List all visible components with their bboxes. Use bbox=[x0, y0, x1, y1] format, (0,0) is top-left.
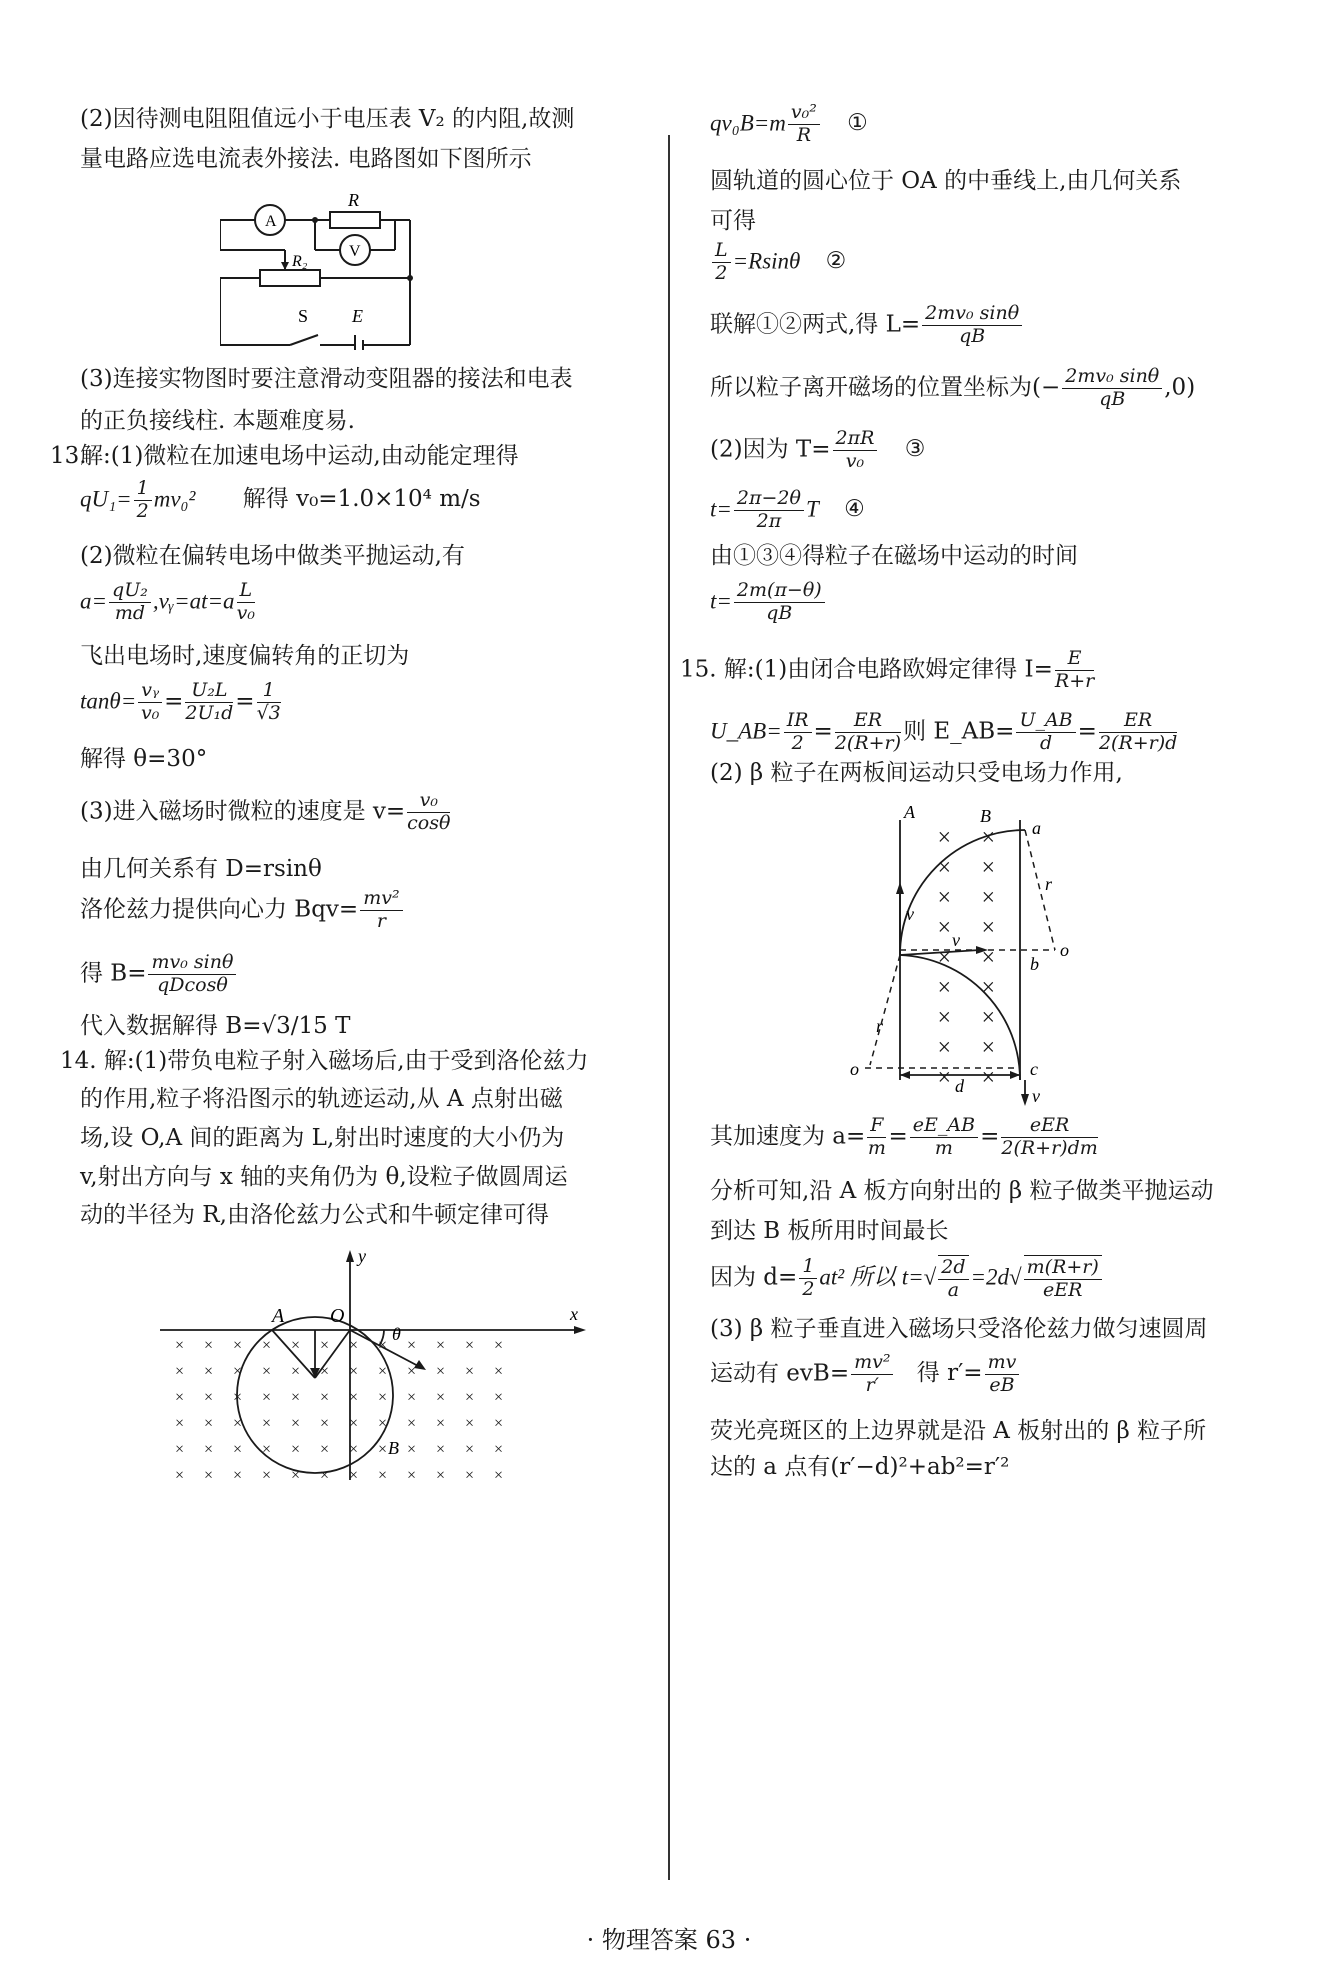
field-cross-mark: × bbox=[406, 1441, 417, 1458]
field-cross-mark: × bbox=[232, 1363, 243, 1380]
q13-line5: (3)进入磁场时微粒的速度是 v= $\frac{\text{v₀}}{\cos\theta}$ bbox=[80, 789, 451, 834]
point-c-label: c bbox=[1030, 1059, 1038, 1079]
circuit-diagram bbox=[220, 190, 550, 350]
field-cross-mark: × bbox=[435, 1337, 446, 1354]
y-axis-label: y bbox=[358, 1250, 366, 1266]
field-cross-mark: × bbox=[493, 1389, 504, 1406]
q14-figure bbox=[160, 1250, 620, 1490]
q13-line1: 解:(1)微粒在加速电场中运动,由动能定理得 bbox=[80, 443, 519, 469]
field-cross-mark: × bbox=[435, 1389, 446, 1406]
point-a-label: a bbox=[1032, 818, 1041, 838]
q14-line4: v,射出方向与 x 轴的夹角仍为 θ,设粒子做圆周运 bbox=[80, 1164, 568, 1190]
field-cross-mark: × bbox=[203, 1441, 214, 1458]
field-cross-mark: × bbox=[464, 1337, 475, 1354]
field-cross-mark: × bbox=[493, 1415, 504, 1432]
field-cross-mark: × bbox=[980, 825, 997, 851]
r-eq1: qv₀B=m $\frac{\text{v₀²}}{R}$ ① bbox=[710, 101, 868, 146]
p3-line1: (3)连接实物图时要注意滑动变阻器的接法和电表 bbox=[80, 366, 573, 392]
point-a-label: A bbox=[272, 1305, 285, 1327]
field-cross-mark: × bbox=[464, 1467, 475, 1484]
field-cross-mark: × bbox=[203, 1389, 214, 1406]
q15-line10: 达的 a 点有(r′−d)²+ab²=r′² bbox=[710, 1454, 1010, 1480]
field-cross-mark: × bbox=[980, 1065, 997, 1091]
field-cross-mark: × bbox=[174, 1415, 185, 1432]
field-cross-mark: × bbox=[290, 1337, 301, 1354]
q15-line9: 荧光亮斑区的上边界就是沿 A 板射出的 β 粒子所 bbox=[710, 1418, 1207, 1444]
field-cross-mark: × bbox=[232, 1415, 243, 1432]
q15-line8: 运动有 evB= $\frac{\text{mv²}}{r'}$ 得 r′= $\frac{mv}{eB}$ bbox=[710, 1352, 1021, 1397]
r-eq2: $\frac{L}{2}$ =Rsinθ ② bbox=[710, 240, 846, 285]
field-cross-mark: × bbox=[319, 1467, 330, 1484]
r-line8: t= $\frac{2m(\pi-\theta)}{qB}$ bbox=[710, 580, 827, 625]
origin-label: O bbox=[330, 1305, 345, 1327]
q13-line7: 洛伦兹力提供向心力 Bqv= $\frac{\text{mv²}}{r}$ bbox=[80, 888, 405, 933]
field-cross-mark: × bbox=[435, 1467, 446, 1484]
r-line5: (2)因为 T= $\frac{2\pi R}{\text{v₀}}$ ③ bbox=[710, 427, 926, 472]
field-cross-mark: × bbox=[290, 1389, 301, 1406]
resistor-label: R bbox=[348, 190, 359, 210]
field-cross-mark: × bbox=[377, 1441, 388, 1458]
field-cross-mark: × bbox=[980, 915, 997, 941]
field-cross-mark: × bbox=[348, 1363, 359, 1380]
q13-number: 13. bbox=[50, 443, 87, 469]
field-cross-mark: × bbox=[980, 855, 997, 881]
field-cross-mark: × bbox=[348, 1415, 359, 1432]
field-cross-mark: × bbox=[319, 1363, 330, 1380]
field-cross-mark: × bbox=[464, 1389, 475, 1406]
field-cross-mark: × bbox=[493, 1363, 504, 1380]
field-cross-mark: × bbox=[319, 1389, 330, 1406]
field-cross-mark: × bbox=[435, 1441, 446, 1458]
r-line6: t= $\frac{2\pi-2\theta}{2\pi}$ T ④ bbox=[710, 487, 865, 532]
field-cross-mark: × bbox=[377, 1415, 388, 1432]
field-cross-mark: × bbox=[980, 945, 997, 971]
x-axis-label: x bbox=[570, 1304, 578, 1324]
field-cross-mark: × bbox=[174, 1467, 185, 1484]
q13-eq2: a= $\frac{\text{qU₂}}{md}$ ,vᵧ=at=a $\frac{L}{\text{v₀}}$ bbox=[80, 579, 256, 624]
field-cross-mark: × bbox=[232, 1467, 243, 1484]
field-cross-mark: × bbox=[936, 915, 953, 941]
r-line4: 所以粒子离开磁场的位置坐标为(− $\frac{\text{2mv₀ sinθ}}{qB}$ ,0) bbox=[710, 365, 1196, 410]
q13-line2: (2)微粒在偏转电场中做类平抛运动,有 bbox=[80, 543, 465, 569]
field-cross-mark: × bbox=[493, 1467, 504, 1484]
q15-eq2: U_AB= $\frac{IR}{2}$ = $\frac{ER}{2(R+r)}$ 则 E_AB= $\frac{U\_AB}{d}$ = $\frac{ER}{2(R+r)d}$ bbox=[710, 709, 1178, 754]
velocity-label-right: v bbox=[952, 930, 960, 950]
field-cross-mark: × bbox=[203, 1467, 214, 1484]
field-cross-mark: × bbox=[406, 1389, 417, 1406]
field-cross-mark: × bbox=[464, 1415, 475, 1432]
q14-line2: 的作用,粒子将沿图示的轨迹运动,从 A 点射出磁 bbox=[80, 1086, 563, 1112]
gap-d-label: d bbox=[955, 1076, 964, 1096]
field-cross-mark: × bbox=[319, 1337, 330, 1354]
field-cross-mark: × bbox=[980, 975, 997, 1001]
velocity-label-up: v bbox=[906, 904, 914, 924]
p2-line2: 量电路应选电流表外接法. 电路图如下图所示 bbox=[80, 146, 532, 172]
q14-line3: 场,设 O,A 间的距离为 L,射出时速度的大小仍为 bbox=[80, 1125, 565, 1151]
field-cross-mark: × bbox=[261, 1441, 272, 1458]
point-b-label: b bbox=[1030, 954, 1039, 974]
field-cross-mark: × bbox=[377, 1363, 388, 1380]
q13-line4: 解得 θ=30° bbox=[80, 746, 208, 772]
center-o-label-upper: o bbox=[1060, 940, 1069, 960]
r-line7: 由①③④得粒子在磁场中运动的时间 bbox=[710, 543, 1078, 569]
radius-label-lower: r bbox=[876, 1016, 884, 1036]
plate-a-label: A bbox=[904, 802, 915, 822]
field-cross-mark: × bbox=[936, 1035, 953, 1061]
field-cross-mark: × bbox=[290, 1467, 301, 1484]
q15-line3: 其加速度为 a= $\frac{F}{m}$ = $\frac{eE\_AB}{m}$ = eER 2(R+r)dm bbox=[710, 1114, 1098, 1159]
field-cross-mark: × bbox=[464, 1363, 475, 1380]
field-cross-mark: × bbox=[348, 1441, 359, 1458]
field-cross-mark: × bbox=[261, 1389, 272, 1406]
voltmeter-label: V bbox=[349, 243, 361, 260]
field-cross-mark: × bbox=[406, 1467, 417, 1484]
field-cross-mark: × bbox=[174, 1363, 185, 1380]
field-cross-mark: × bbox=[936, 945, 953, 971]
field-cross-mark: × bbox=[261, 1415, 272, 1432]
field-cross-mark: × bbox=[290, 1415, 301, 1432]
field-cross-mark: × bbox=[435, 1415, 446, 1432]
field-cross-mark: × bbox=[261, 1337, 272, 1354]
q14-line5: 动的半径为 R,由洛伦兹力公式和牛顿定律可得 bbox=[80, 1202, 549, 1228]
field-cross-mark: × bbox=[174, 1441, 185, 1458]
field-cross-mark: × bbox=[936, 1065, 953, 1091]
field-cross-mark: × bbox=[232, 1389, 243, 1406]
r-line3: 联解①②两式,得 L= $\frac{\text{2mv₀ sinθ}}{qB}$ bbox=[710, 303, 1024, 348]
page-footer: · 物理答案 63 · bbox=[586, 1926, 752, 1954]
q13-line9: 代入数据解得 B=√3/15 T bbox=[80, 1013, 351, 1039]
field-cross-mark: × bbox=[232, 1441, 243, 1458]
switch-label: S bbox=[298, 306, 309, 326]
r-line2: 可得 bbox=[710, 208, 756, 234]
center-o-label-lower: o bbox=[850, 1059, 859, 1079]
field-cross-mark: × bbox=[936, 975, 953, 1001]
q15-line4: 分析可知,沿 A 板方向射出的 β 粒子做类平抛运动 bbox=[710, 1178, 1214, 1204]
p2-line1: (2)因待测电阻阻值远小于电压表 V₂ 的内阻,故测 bbox=[80, 106, 575, 132]
field-cross-mark: × bbox=[980, 1005, 997, 1031]
field-cross-mark: × bbox=[980, 885, 997, 911]
field-cross-mark: × bbox=[377, 1467, 388, 1484]
field-cross-mark: × bbox=[435, 1363, 446, 1380]
field-cross-mark: × bbox=[936, 825, 953, 851]
field-cross-mark: × bbox=[319, 1415, 330, 1432]
q13-eq1: qU₁= $\frac{1}{2}$ mv₀² 解得 v₀=1.0×10⁴ m/s bbox=[80, 477, 481, 522]
field-cross-mark: × bbox=[377, 1337, 388, 1354]
field-cross-mark: × bbox=[203, 1363, 214, 1380]
p3-line2: 的正负接线柱. 本题难度易. bbox=[80, 408, 355, 434]
r-line1: 圆轨道的圆心位于 OA 的中垂线上,由几何关系 bbox=[710, 168, 1182, 194]
field-cross-mark: × bbox=[290, 1363, 301, 1380]
q15-line6: 因为 d= $\frac{1}{2}$ at² 所以 t=√ $\frac{2d}{a}$ =2d√ m(R+r) eER bbox=[710, 1255, 1104, 1302]
rheostat-label: R₂ bbox=[292, 253, 308, 270]
source-label: E bbox=[352, 306, 363, 326]
field-cross-mark: × bbox=[464, 1441, 475, 1458]
field-cross-mark: × bbox=[406, 1363, 417, 1380]
field-cross-mark: × bbox=[348, 1337, 359, 1354]
q15-line7: (3) β 粒子垂直进入磁场只受洛伦兹力做匀速圆周 bbox=[710, 1316, 1208, 1342]
field-cross-mark: × bbox=[232, 1337, 243, 1354]
field-cross-mark: × bbox=[261, 1467, 272, 1484]
field-cross-mark: × bbox=[203, 1337, 214, 1354]
field-cross-mark: × bbox=[406, 1337, 417, 1354]
angle-theta-label: θ bbox=[392, 1324, 401, 1344]
velocity-label-down: v bbox=[1032, 1086, 1040, 1106]
q14-line1: 14. 解:(1)带负电粒子射入磁场后,由于受到洛伦兹力 bbox=[60, 1048, 589, 1074]
radius-label-upper: r bbox=[1045, 874, 1053, 894]
ammeter-label: A bbox=[265, 213, 277, 230]
field-cross-mark: × bbox=[290, 1441, 301, 1458]
field-cross-mark: × bbox=[261, 1363, 272, 1380]
field-cross-mark: × bbox=[348, 1467, 359, 1484]
q15-figure bbox=[820, 800, 1150, 1110]
field-cross-mark: × bbox=[936, 885, 953, 911]
q15-line2: (2) β 粒子在两板间运动只受电场力作用, bbox=[710, 760, 1123, 786]
q13-line8: 得 B= $\frac{\text{mv₀ sinθ}}{qDcos\theta}$ bbox=[80, 952, 238, 997]
field-cross-mark: × bbox=[493, 1441, 504, 1458]
field-cross-mark: × bbox=[936, 855, 953, 881]
field-cross-mark: × bbox=[406, 1415, 417, 1432]
field-cross-mark: × bbox=[174, 1389, 185, 1406]
field-cross-mark: × bbox=[936, 1005, 953, 1031]
q13-line6: 由几何关系有 D=rsinθ bbox=[80, 856, 322, 882]
field-cross-mark: × bbox=[348, 1389, 359, 1406]
q15-line1: 15. 解:(1)由闭合电路欧姆定律得 I= $\frac{E}{R+r}$ bbox=[680, 647, 1095, 692]
q15-line5: 到达 B 板所用时间最长 bbox=[710, 1218, 949, 1244]
plate-b-label: B bbox=[980, 806, 991, 826]
q13-line3: 飞出电场时,速度偏转角的正切为 bbox=[80, 643, 410, 669]
field-cross-mark: × bbox=[377, 1389, 388, 1406]
q13-eq3: tanθ= $\frac{\text{vᵧ}}{\text{v₀}}$ = $\frac{\text{U₂L}}{\text{2U₁d}}$ = $\frac{1}{√3}$ bbox=[80, 679, 281, 724]
field-cross-mark: × bbox=[319, 1441, 330, 1458]
field-cross-mark: × bbox=[493, 1337, 504, 1354]
field-b-label: B bbox=[388, 1438, 399, 1458]
field-cross-mark: × bbox=[203, 1415, 214, 1432]
field-cross-mark: × bbox=[174, 1337, 185, 1354]
field-cross-mark: × bbox=[980, 1035, 997, 1061]
column-divider bbox=[668, 135, 670, 1880]
